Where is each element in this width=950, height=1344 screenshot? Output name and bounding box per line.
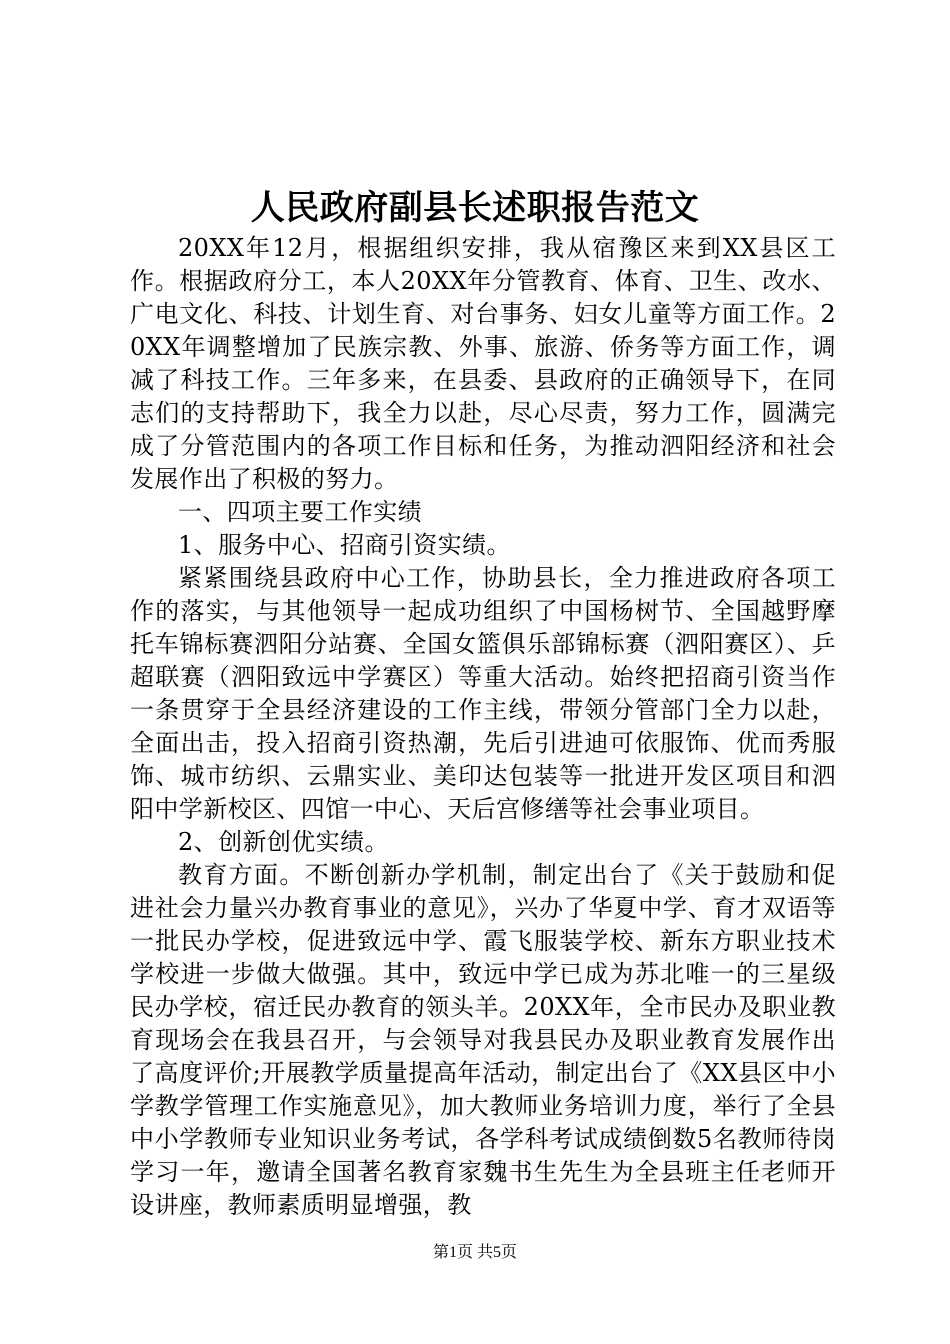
subheading-innovation: 2、创新创优实绩。 — [178, 828, 389, 856]
document-body — [130, 232, 836, 1222]
section-heading-main-achievements: 一、四项主要工作实绩 — [178, 498, 422, 526]
paragraph-intro: 20XX年12月，根据组织安排，我从宿豫区来到XX县区工作。根据政府分工，本人20XX年分管教育、体育、卫生、改水、广电文化、科技、计划生育、对台事务、妇女儿童等方面工作。20XX年调整增加了民族宗教、外事、旅游、侨务等方面工作，调减了科技工作。三年多来，在县委、县政府的正确领导下，在同志们的支持帮助下，我全力以赴，尽心尽责，努力工作，圆满完成了分管范围内的各项工作目标和任务，为推动泗阳经济和社会发展作出了积极的努力。 — [130, 234, 836, 493]
paragraph-service-investment: 紧紧围绕县政府中心工作，协助县长，全力推进政府各项工作的落实，与其他领导一起成功组织了中国杨树节、全国越野摩托车锦标赛泗阳分站赛、全国女篮俱乐部锦标赛（泗阳赛区）、乒超联赛（泗阳致远中学赛区）等重大活动。始终把招商引资当作一条贯穿于全县经济建设的工作主线，带领分管部门全力以赴，全面出击，投入招商引资热潮，先后引进迪可依服饰、优而秀服饰、城市纺织、云鼎实业、美印达包装等一批进开发区项目和泗阳中学新校区、四馆一中心、天后宫修缮等社会事业项目。 — [130, 564, 836, 823]
subheading-service-investment: 1、服务中心、招商引资实绩。 — [178, 531, 511, 559]
document-title: 人民政府副县长述职报告范文 — [250, 188, 700, 228]
page-number-footer: 第1页 共5页 — [432, 1244, 517, 1261]
paragraph-education: 教育方面。不断创新办学机制，制定出台了《关于鼓励和促进社会力量兴办教育事业的意见》，兴办了华夏中学、育才双语等一批民办学校，促进致远中学、霞飞服装学校、新东方职业技术学校进一步做大做强。其中，致远中学已成为苏北唯一的三星级民办学校，宿迁民办教育的领头羊。20XX年，全市民办及职业教育现场会在我县召开，与会领导对我县民办及职业教育发展作出了高度评价;开展教学质量提高年活动，制定出台了《XX县区中小学教学管理工作实施意见》，加大教师业务培训力度，举行了全县中小学教师专业知识业务考试，各学科考试成绩倒数5名教师待岗学习一年，邀请全国著名教育家魏书生先生为全县班主任老师开设讲座，教师素质明显增强，教 — [130, 861, 836, 1219]
